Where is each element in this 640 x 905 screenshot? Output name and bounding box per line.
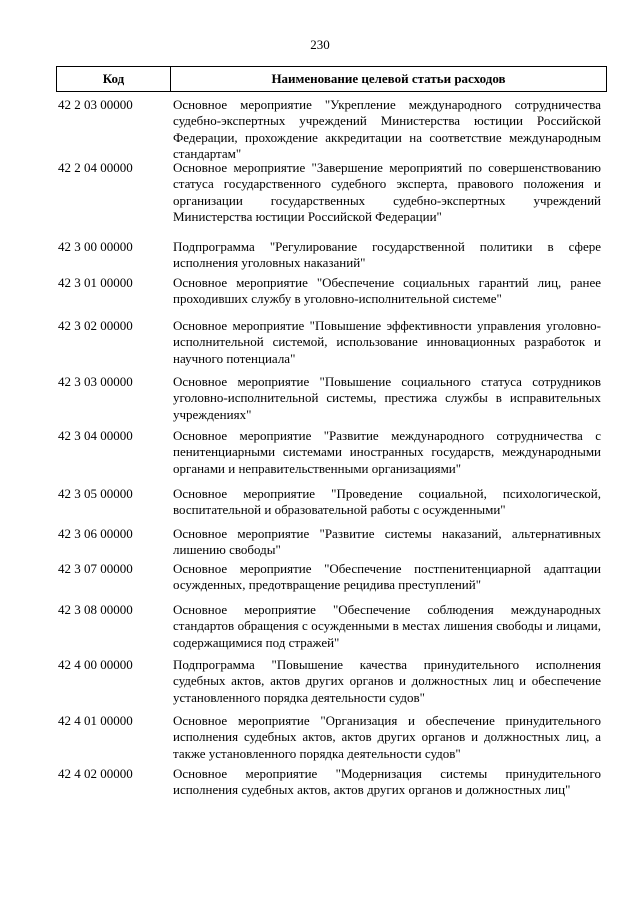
- row-code: 42 3 07 00000: [58, 561, 133, 576]
- table-header: [56, 66, 607, 92]
- row-code: 42 4 01 00000: [58, 713, 133, 728]
- row-code: 42 4 00 00000: [58, 657, 133, 672]
- row-name: Основное мероприятие "Проведение социальной, психологической, воспитательной и образовательной работы с осужденными": [173, 486, 601, 518]
- table-row: [56, 602, 607, 657]
- table-row: [56, 275, 607, 318]
- row-name: Основное мероприятие "Обеспечение постпенитенциарной адаптации осужденных, предотвращение рецидива преступлений": [173, 561, 601, 593]
- row-name: Основное мероприятие "Развитие системы наказаний, альтернативных лишению свободы": [173, 526, 601, 558]
- row-name: Основное мероприятие "Укрепление международного сотрудничества судебно-экспертных учреждений Министерства юстиции Российской Федерации, прохождение аккредитации на соответствие международным стандартам": [173, 97, 601, 162]
- table-row: [56, 97, 607, 160]
- table-body: [56, 97, 607, 816]
- row-code: 42 2 03 00000: [58, 97, 133, 112]
- table-row: [56, 561, 607, 602]
- table-row: [56, 160, 607, 239]
- row-code: 42 2 04 00000: [58, 160, 133, 175]
- row-name: Основное мероприятие "Обеспечение соблюдения международных стандартов обращения с осужденными в местах лишения свободы и лицами, содержащимися под стражей": [173, 602, 601, 650]
- table-row: [56, 657, 607, 713]
- page-number: 230: [310, 37, 330, 52]
- row-code: 42 3 04 00000: [58, 428, 133, 443]
- header-name: Наименование целевой статьи расходов: [271, 71, 506, 86]
- table-row: [56, 713, 607, 766]
- row-name: Подпрограмма "Повышение качества принудительного исполнения судебных актов, актов других органов и должностных лиц и обеспечение установленного порядка деятельности судов": [173, 657, 601, 705]
- table-row: [56, 428, 607, 486]
- row-code: 42 3 05 00000: [58, 486, 133, 501]
- row-code: 42 3 08 00000: [58, 602, 133, 617]
- header-code: Код: [57, 67, 171, 91]
- row-code: 42 3 02 00000: [58, 318, 133, 333]
- row-code: 42 3 03 00000: [58, 374, 133, 389]
- row-code: 42 3 01 00000: [58, 275, 133, 290]
- table-row: [56, 486, 607, 526]
- table-row: [56, 526, 607, 561]
- row-code: 42 3 00 00000: [58, 239, 133, 254]
- table-row: [56, 239, 607, 275]
- row-name: Основное мероприятие "Обеспечение социальных гарантий лиц, ранее проходивших службу в уголовно-исполнительной системе": [173, 275, 601, 307]
- row-code: 42 3 06 00000: [58, 526, 133, 541]
- row-name: Основное мероприятие "Завершение мероприятий по совершенствованию статуса государственного судебного эксперта, правового положения и организации государственных судебно-экспертных учреждений Министерства юстиции Российской Федерации": [173, 160, 601, 225]
- row-name: Основное мероприятие "Повышение эффективности управления уголовно-исполнительной системой, использование инновационных разработок и научного потенциала": [173, 318, 601, 366]
- row-name: Основное мероприятие "Развитие международного сотрудничества с пенитенциарными системами иностранных государств, международными органами и неправительственными организациями": [173, 428, 601, 476]
- row-name: Подпрограмма "Регулирование государственной политики в сфере исполнения уголовных наказаний": [173, 239, 601, 271]
- row-name: Основное мероприятие "Организация и обеспечение принудительного исполнения судебных актов, актов других органов и должностных лиц, а также установленного порядка деятельности судов": [173, 713, 601, 761]
- row-name: Основное мероприятие "Повышение социального статуса сотрудников уголовно-исполнительной системы, престижа службы в исправительных учреждениях": [173, 374, 601, 422]
- row-name: Основное мероприятие "Модернизация системы принудительного исполнения судебных актов, актов других органов и должностных лиц": [173, 766, 601, 798]
- table-row: [56, 374, 607, 428]
- row-code: 42 4 02 00000: [58, 766, 133, 781]
- table-row: [56, 318, 607, 374]
- table-row: [56, 766, 607, 816]
